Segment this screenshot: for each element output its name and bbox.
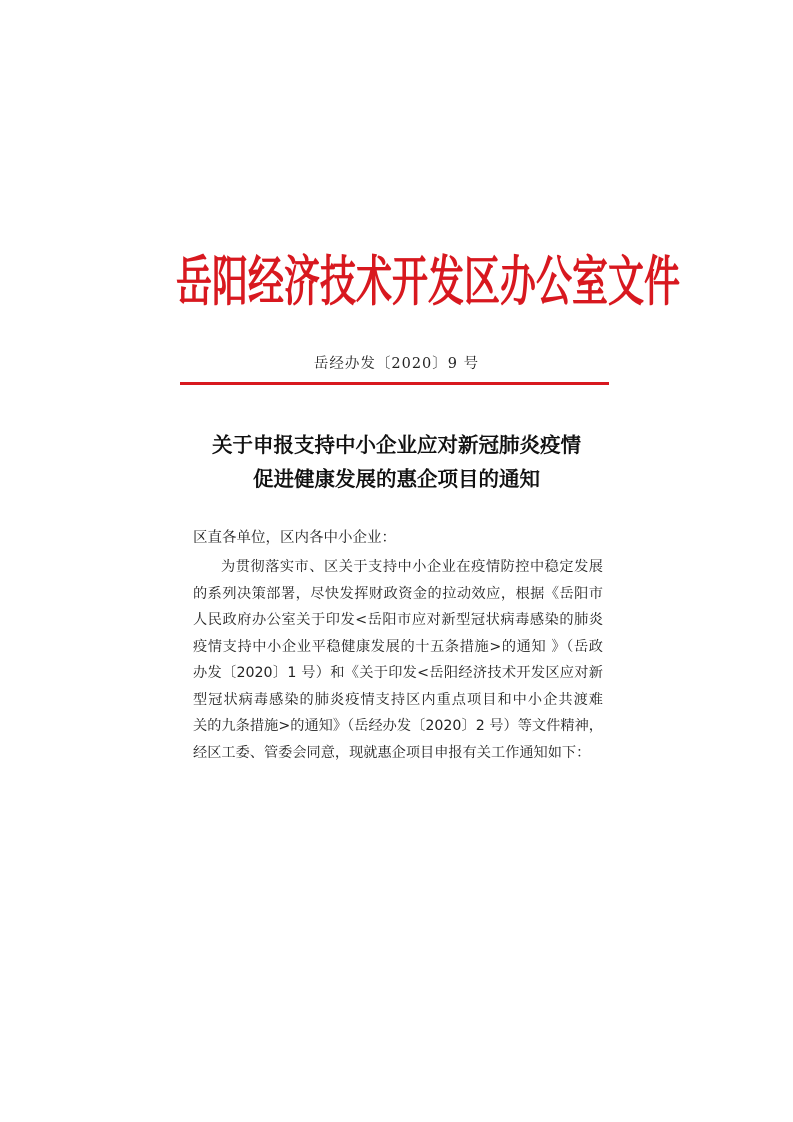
body-line: 为贯彻落实市、区关于支持中小企业在疫情防控中稳定发展 [221, 559, 603, 575]
title-line: 促进健康发展的惠企项目的通知 [253, 467, 540, 491]
body-line: 疫情支持中小企业平稳健康发展的十五条措施>的通知 》（岳政 [193, 638, 603, 655]
body-line: 办发〔2020〕1 号）和《关于印发<岳阳经济技术开发区应对新 [193, 665, 603, 681]
body-line: 的系列决策部署，尽快发挥财政资金的拉动效应，根据《岳阳市 [193, 585, 603, 602]
body-line: 关的九条措施>的通知》（岳经办发〔2020〕2 号）等文件精神， [193, 718, 603, 734]
document-title [0, 428, 793, 496]
body-paragraph [193, 554, 603, 766]
salutation: 区直各单位，区内各中小企业： [193, 530, 396, 546]
body-line: 人民政府办公室关于印发<岳阳市应对新型冠状病毒感染的肺炎 [193, 612, 603, 628]
body-line: 经区工委、管委会同意，现就惠企项目申报有关工作通知如下： [193, 744, 591, 761]
red-divider-rule [180, 382, 609, 385]
body-line: 型冠状病毒感染的肺炎疫情支持区内重点项目和中小企共渡难 [193, 691, 603, 708]
title-line: 关于申报支持中小企业应对新冠肺炎疫情 [212, 433, 581, 457]
document-number: 岳经办发〔2020〕9 号 [313, 356, 480, 372]
issuer-masthead: 岳阳经济技术开发区办公室文件 [176, 250, 681, 314]
